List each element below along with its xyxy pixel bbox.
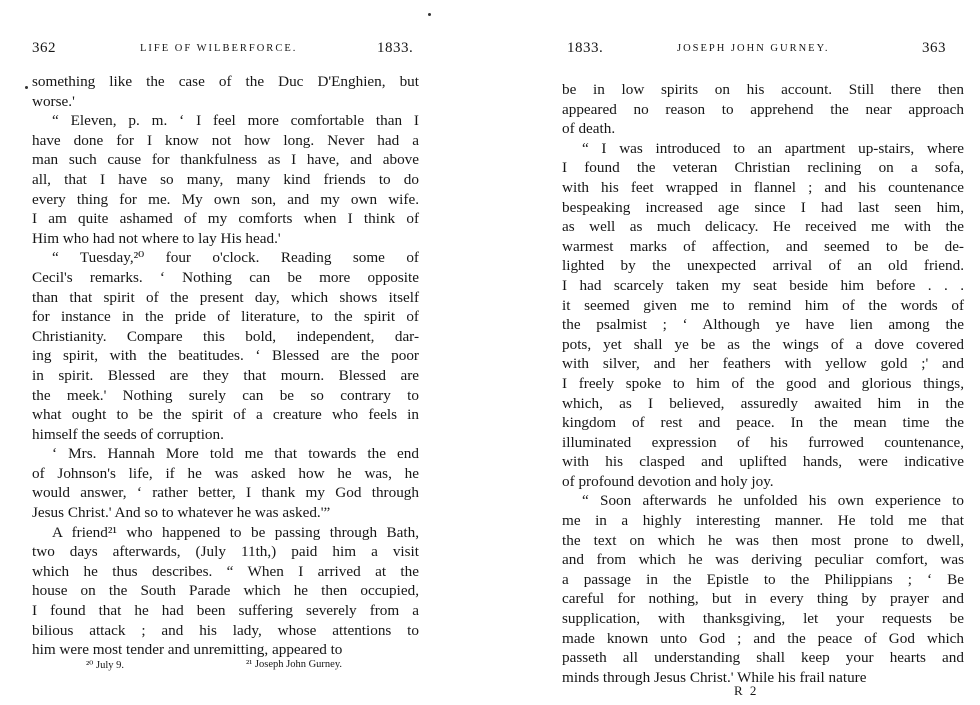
text-line: made known unto God ; and the peace of God which bbox=[562, 629, 964, 647]
text-line: worse.' bbox=[32, 92, 75, 110]
text-line: pots, yet shall ye be as the wings of a dove covered bbox=[562, 335, 964, 353]
text-line: bespeaking increased age since I had last seen him, bbox=[562, 198, 964, 216]
text-line: a passage in the Epistle to the Philippians ; ‘ Be bbox=[562, 570, 964, 588]
text-line: of death. bbox=[562, 120, 616, 138]
text-line: him were most tender and unremitting, appeared to bbox=[32, 641, 343, 659]
text-line: would answer, ‘ rather better, I thank my God through bbox=[32, 484, 419, 502]
text-line: ing spirit, with the beatitudes. ‘ Blessed are the poor bbox=[32, 347, 419, 365]
text-line: passeth all understanding shall keep your hearts and bbox=[562, 649, 964, 667]
text-line: with his feet wrapped in flannel ; and his countenance bbox=[562, 178, 964, 196]
text-line: “ I was introduced to an apartment up-stairs, where bbox=[582, 139, 964, 157]
text-line: the psalmist ; ‘ Although ye have lien among the bbox=[562, 316, 964, 334]
text-line: house on the South Parade which he then occupied, bbox=[32, 582, 419, 600]
left-page bbox=[0, 0, 470, 705]
left-page-header bbox=[0, 40, 470, 60]
text-line: “ Soon afterwards he unfolded his own experience to bbox=[582, 492, 964, 510]
text-line: minds through Jesus Christ.' While his frail nature bbox=[562, 668, 867, 686]
text-line: careful for nothing, but in every thing by prayer and bbox=[562, 590, 964, 608]
text-line: of Johnson's life, if he was asked how he was, he bbox=[32, 464, 419, 482]
text-line: I freely spoke to him of the good and glorious things, bbox=[562, 374, 964, 392]
text-line: than that spirit of the present day, which shows itself bbox=[32, 288, 419, 306]
text-line: the meek.' Nothing surely can be so contrary to bbox=[32, 386, 419, 404]
text-line: two days afterwards, (July 11th,) paid him a visit bbox=[32, 543, 419, 561]
right-page bbox=[540, 0, 980, 705]
right-page-body bbox=[562, 80, 964, 687]
text-line: lighted by the unexpected arrival of an old friend. bbox=[562, 257, 964, 275]
text-line: ‘ Mrs. Hannah More told me that towards the end bbox=[52, 445, 419, 463]
text-line: something like the case of the Duc D'Enghien, but bbox=[32, 73, 419, 90]
text-line: A friend²¹ who happened to be passing through Bath, bbox=[52, 523, 419, 541]
header-year: 1833. bbox=[567, 40, 604, 56]
text-line: I found the veteran Christian reclining on a sofa, bbox=[562, 159, 964, 177]
text-line: Cecil's remarks. ‘ Nothing can be more opposite bbox=[32, 268, 419, 286]
text-line: I found that he had been suffering severely from a bbox=[32, 602, 419, 620]
text-line: as well as much delicacy. He received me with the bbox=[562, 218, 964, 236]
footnote-20: ²⁰ July 9. bbox=[86, 660, 124, 671]
text-line: with his clasped and uplifted hands, were indicative bbox=[562, 453, 964, 471]
text-line: be in low spirits on his account. Still there then bbox=[562, 81, 964, 98]
text-line: I am quite ashamed of my comforts when I think of bbox=[32, 210, 419, 228]
text-line: which he thus describes. “ When I arrived at the bbox=[32, 562, 419, 580]
text-line: it seemed given me to remind him of the words of bbox=[562, 296, 964, 314]
running-title: JOSEPH JOHN GURNEY. bbox=[677, 43, 830, 54]
page-number: 362 bbox=[32, 40, 56, 56]
left-page-body bbox=[32, 72, 419, 660]
text-line: in spirit. Blessed are they that mourn. Blessed are bbox=[32, 366, 419, 384]
text-line: warmest marks of affection, and seemed to be de- bbox=[562, 237, 964, 255]
text-line: Jesus Christ.' And so to whatever he was asked.'” bbox=[32, 504, 331, 522]
text-line: all, that I have so many, many kind friends to do bbox=[32, 170, 419, 188]
text-line: the text on which he was then most prone to dwell, bbox=[562, 531, 964, 549]
text-line: I had scarcely taken my seat beside him before . . . bbox=[562, 276, 964, 294]
text-line: Him who had not where to lay His head.' bbox=[32, 229, 281, 247]
text-line: appeared no reason to apprehend the near approach bbox=[562, 100, 964, 118]
text-line: Christianity. Compare this bold, independent, dar- bbox=[32, 327, 419, 345]
text-line: man such cause for thankfulness as I have, and above bbox=[32, 151, 419, 169]
text-line: supplication, with thanksgiving, let your requests be bbox=[562, 610, 964, 628]
text-line: have done for I know not how long. Never had a bbox=[32, 131, 419, 149]
header-year: 1833. bbox=[377, 40, 414, 56]
running-title: LIFE OF WILBERFORCE. bbox=[140, 43, 298, 54]
right-page-header bbox=[540, 40, 980, 60]
text-line: which, as I believed, assuredly awaited him in the bbox=[562, 394, 964, 412]
page-number: 363 bbox=[922, 40, 946, 56]
text-line: of profound devotion and holy joy. bbox=[562, 472, 774, 490]
text-line: bilious attack ; and his lady, whose attentions to bbox=[32, 621, 419, 639]
text-line: illuminated expression of his furrowed countenance, bbox=[562, 433, 964, 451]
footnote-21: ²¹ Joseph John Gurney. bbox=[246, 659, 343, 670]
text-line: me in a highly interesting manner. He told me that bbox=[562, 512, 964, 530]
text-line: himself the seeds of corruption. bbox=[32, 425, 224, 443]
text-line: “ Eleven, p. m. ‘ I feel more comfortable than I bbox=[52, 112, 419, 130]
text-line: with silver, and her feathers with yellow gold ;' and bbox=[562, 355, 964, 373]
text-line: what ought to be the spirit of a creature who feels in bbox=[32, 406, 419, 424]
text-line: every thing for me. My own son, and my own wife. bbox=[32, 190, 419, 208]
text-line: and from which he was deriving peculiar comfort, was bbox=[562, 551, 964, 569]
text-line: “ Tuesday,²⁰ four o'clock. Reading some of bbox=[52, 249, 419, 267]
text-line: kingdom of rest and peace. In the mean time the bbox=[562, 414, 964, 432]
signature-mark: R 2 bbox=[734, 683, 759, 698]
text-line: for instance in the pride of literature, to the spirit of bbox=[32, 308, 419, 326]
